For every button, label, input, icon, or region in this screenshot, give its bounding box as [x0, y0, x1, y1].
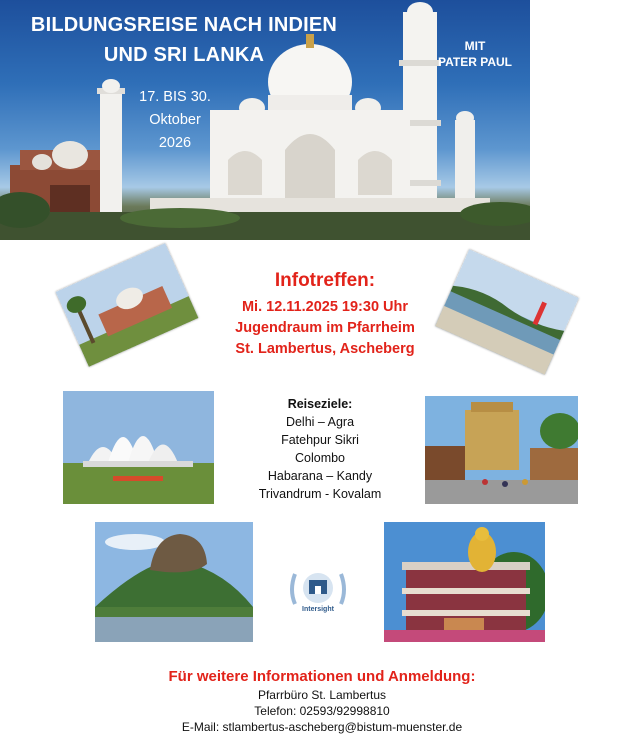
- golden-buddha-temple-photo: [384, 522, 545, 642]
- info-venue: Jugendraum im Pfarrheim: [235, 320, 415, 336]
- travel-dates: [130, 86, 220, 155]
- hero-title-line2: UND SRI LANKA: [103, 44, 265, 66]
- guide-label: [420, 38, 530, 70]
- destination-item: Colombo: [294, 451, 346, 465]
- info-meeting-details: [200, 297, 450, 360]
- destination-item: Trivandrum - Kovalam: [258, 487, 382, 501]
- guide-line1: MIT: [464, 39, 486, 53]
- footer-email[interactable]: E-Mail: stlambertus-ascheberg@bistum-muenster.de: [181, 720, 463, 734]
- guide-line2: PATER PAUL: [438, 55, 512, 69]
- footer-phone: Telefon: 02593/92998810: [254, 704, 390, 718]
- date-line3: 2026: [158, 135, 192, 151]
- destinations-list: [250, 395, 390, 503]
- beach-lighthouse-photo: [435, 249, 579, 375]
- humayun-tomb-photo: [56, 243, 199, 367]
- footer-office: Pfarrbüro St. Lambertus: [257, 688, 387, 702]
- hero-title-line1: BILDUNGSREISE NACH INDIEN: [30, 14, 338, 36]
- hero-title: [14, 10, 354, 70]
- destination-item: Delhi – Agra: [285, 415, 355, 429]
- date-line2: Oktober: [149, 112, 201, 128]
- footer-title: Für weitere Informationen und Anmeldung:: [168, 668, 476, 685]
- intersight-logo: [285, 562, 351, 620]
- hero-banner: [0, 0, 530, 240]
- sigiriya-rock-photo: [95, 522, 253, 642]
- destination-item: Habarana – Kandy: [267, 469, 373, 483]
- date-line1: 17. BIS 30.: [139, 89, 211, 105]
- info-meeting-title: Infotreffen:: [274, 270, 376, 291]
- destinations-title: Reiseziele:: [287, 397, 353, 411]
- info-location: St. Lambertus, Ascheberg: [235, 341, 415, 357]
- logo-text: Intersight: [302, 606, 334, 613]
- info-date: Mi. 12.11.2025 19:30 Uhr: [241, 299, 409, 315]
- lotus-temple-photo: [63, 391, 214, 504]
- destination-item: Fatehpur Sikri: [281, 433, 359, 447]
- padmanabhaswamy-temple-photo: [425, 396, 578, 504]
